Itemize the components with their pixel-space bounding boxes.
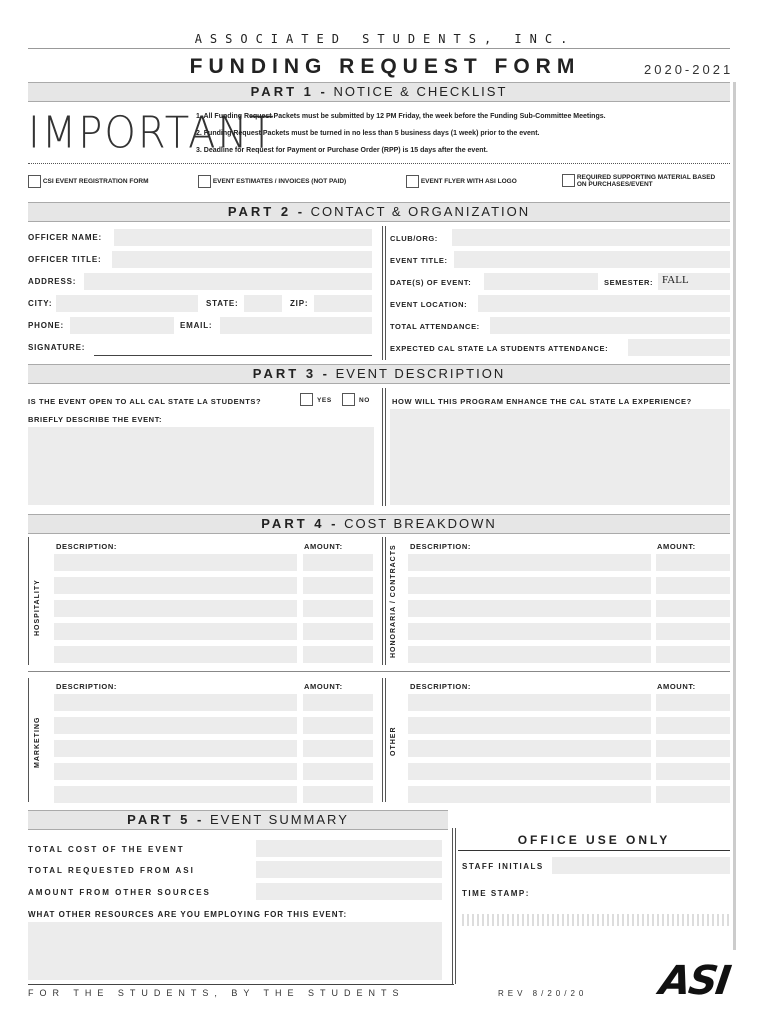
hon-desc-row[interactable] — [408, 600, 651, 617]
total-cost-field[interactable] — [256, 840, 442, 857]
oth-desc-row[interactable] — [408, 786, 651, 803]
hosp-amount-row[interactable] — [303, 554, 373, 571]
part3-header — [28, 364, 730, 384]
enhance-field[interactable] — [390, 409, 730, 505]
describe-label: BRIEFLY DESCRIBE THE EVENT: — [28, 415, 163, 424]
expected-field[interactable] — [628, 339, 730, 356]
part4-mid-rule — [28, 671, 730, 672]
total-requested-field[interactable] — [256, 861, 442, 878]
notice-2: 2. Funding Request Packets must be turned in no less than 5 business days (1 week) prior to the event. — [196, 130, 540, 137]
part2-divider — [382, 226, 383, 360]
officer-name-label: OFFICER NAME: — [28, 233, 102, 242]
part4-header — [28, 514, 730, 534]
total-requested-label: TOTAL REQUESTED FROM ASI — [28, 866, 195, 875]
dotted-divider — [28, 163, 730, 164]
hon-desc-row[interactable] — [408, 577, 651, 594]
dates-label: DATE(S) OF EVENT: — [390, 278, 472, 287]
checkbox[interactable] — [406, 175, 419, 188]
part1-name: NOTICE & CHECKLIST — [333, 84, 508, 99]
part2-name: CONTACT & ORGANIZATION — [310, 204, 531, 219]
yes-label: YES — [317, 397, 332, 404]
mkt-amount-row[interactable] — [303, 717, 373, 734]
check-estimates-label: EVENT ESTIMATES / INVOICES (NOT PAID) — [212, 178, 347, 186]
marketing-label: MARKETING — [34, 716, 41, 768]
part3-name: EVENT DESCRIPTION — [335, 366, 506, 381]
club-field[interactable] — [452, 229, 730, 246]
other-sources-label: AMOUNT FROM OTHER SOURCES — [28, 888, 211, 897]
state-field[interactable] — [244, 295, 282, 312]
checkbox[interactable] — [198, 175, 211, 188]
checkbox[interactable] — [28, 175, 41, 188]
hon-amount-row[interactable] — [656, 554, 730, 571]
oth-desc-header: DESCRIPTION: — [410, 682, 471, 691]
part5-header — [28, 810, 448, 830]
open-question: IS THE EVENT OPEN TO ALL CAL STATE LA STUDENTS? — [28, 397, 262, 406]
mkt-amount-header: AMOUNT: — [304, 682, 343, 691]
important-heading: IMPORTANT — [28, 107, 276, 159]
part5-name: EVENT SUMMARY — [209, 812, 349, 827]
mkt-desc-row[interactable] — [54, 740, 297, 757]
oth-amount-row[interactable] — [656, 763, 730, 780]
event-title-field[interactable] — [454, 251, 730, 268]
attendance-label: TOTAL ATTENDANCE: — [390, 322, 480, 331]
mkt-amount-row[interactable] — [303, 786, 373, 803]
staff-initials-label: STAFF INITIALS — [462, 862, 544, 871]
hosp-amount-row[interactable] — [303, 600, 373, 617]
club-label: CLUB/ORG: — [390, 234, 438, 243]
state-label: STATE: — [206, 299, 239, 308]
city-label: CITY: — [28, 299, 53, 308]
semester-label: SEMESTER: — [604, 278, 654, 287]
hospitality-label: HOSPITALITY — [34, 579, 41, 636]
part1-header — [28, 82, 730, 102]
event-title-label: EVENT TITLE: — [390, 256, 448, 265]
resources-label: WHAT OTHER RESOURCES ARE YOU EMPLOYING FOR THIS EVENT: — [28, 910, 348, 919]
oth-amount-header: AMOUNT: — [657, 682, 696, 691]
no-label: NO — [359, 397, 370, 404]
marketing-border — [28, 678, 29, 802]
part4-divider-lower — [382, 678, 383, 802]
check-estimates[interactable] — [198, 175, 346, 188]
yes-checkbox[interactable] — [300, 393, 313, 406]
hosp-desc-row[interactable] — [54, 623, 297, 640]
hon-desc-row[interactable] — [408, 646, 651, 663]
hosp-desc-header: DESCRIPTION: — [56, 542, 117, 551]
oth-desc-row[interactable] — [408, 740, 651, 757]
org-name: ASSOCIATED STUDENTS, INC. — [194, 32, 576, 46]
officer-title-field[interactable] — [112, 251, 372, 268]
asi-logo: ASI — [656, 958, 732, 1004]
mkt-desc-row[interactable] — [54, 694, 297, 711]
hosp-amount-row[interactable] — [303, 646, 373, 663]
oth-desc-row[interactable] — [408, 694, 651, 711]
mkt-amount-row[interactable] — [303, 763, 373, 780]
check-supporting-label: REQUIRED SUPPORTING MATERIAL BASED ON PURCHASES/EVENT — [576, 174, 716, 188]
time-stamp-label: TIME STAMP: — [462, 889, 530, 898]
hon-desc-row[interactable] — [408, 623, 651, 640]
hon-amount-row[interactable] — [656, 646, 730, 663]
email-field[interactable] — [220, 317, 372, 334]
notice-3: 3. Deadline for Request for Payment or Purchase Order (RPP) is 15 days after the event. — [196, 147, 488, 154]
footer-rev: REV 8/20/20 — [498, 989, 588, 998]
mkt-desc-row[interactable] — [54, 786, 297, 803]
oth-amount-row[interactable] — [656, 717, 730, 734]
signature-label: SIGNATURE: — [28, 343, 86, 352]
honoraria-label: HONORARIA / CONTRACTS — [390, 544, 397, 658]
mkt-amount-row[interactable] — [303, 740, 373, 757]
location-field[interactable] — [478, 295, 730, 312]
hospitality-border — [28, 537, 29, 665]
hon-desc-header: DESCRIPTION: — [410, 542, 471, 551]
attendance-field[interactable] — [490, 317, 730, 334]
phone-field[interactable] — [70, 317, 174, 334]
check-flyer[interactable] — [406, 175, 517, 188]
hosp-desc-row[interactable] — [54, 554, 297, 571]
enhance-label: HOW WILL THIS PROGRAM ENHANCE THE CAL STATE LA EXPERIENCE? — [392, 397, 692, 406]
semester-field[interactable]: FALL — [658, 273, 730, 290]
header-rule — [28, 48, 730, 49]
office-divider-2 — [455, 828, 456, 984]
office-title: OFFICE USE ONLY — [458, 829, 730, 851]
check-flyer-label: EVENT FLYER WITH ASI LOGO — [420, 178, 517, 186]
other-label: OTHER — [390, 726, 397, 756]
hosp-desc-row[interactable] — [54, 646, 297, 663]
location-label: EVENT LOCATION: — [390, 300, 468, 309]
hon-amount-row[interactable] — [656, 577, 730, 594]
hon-desc-row[interactable] — [408, 554, 651, 571]
check-csi-label: CSI EVENT REGISTRATION FORM — [42, 178, 149, 186]
form-title: FUNDING REQUEST FORM — [189, 55, 581, 78]
hon-amount-header: AMOUNT: — [657, 542, 696, 551]
hosp-amount-header: AMOUNT: — [304, 542, 343, 551]
part4-divider-2 — [385, 537, 386, 665]
hon-amount-row[interactable] — [656, 623, 730, 640]
zip-field[interactable] — [314, 295, 372, 312]
hosp-desc-row[interactable] — [54, 577, 297, 594]
footer-motto: FOR THE STUDENTS, BY THE STUDENTS — [28, 988, 405, 998]
hosp-desc-row[interactable] — [54, 600, 297, 617]
officer-name-field[interactable] — [114, 229, 372, 246]
part1-label: PART 1 - — [250, 84, 328, 99]
city-field[interactable] — [56, 295, 198, 312]
describe-field[interactable] — [28, 427, 374, 505]
form-year: 2020-2021 — [644, 62, 734, 77]
staff-initials-field[interactable] — [552, 857, 730, 874]
part5-label: PART 5 - — [127, 812, 205, 827]
part4-divider-lower-2 — [385, 678, 386, 802]
mkt-desc-header: DESCRIPTION: — [56, 682, 117, 691]
mkt-desc-row[interactable] — [54, 763, 297, 780]
hon-amount-row[interactable] — [656, 600, 730, 617]
resources-field[interactable] — [28, 922, 442, 980]
oth-desc-row[interactable] — [408, 717, 651, 734]
oth-amount-row[interactable] — [656, 694, 730, 711]
dates-field[interactable] — [484, 273, 598, 290]
oth-amount-row[interactable] — [656, 740, 730, 757]
part3-divider-2 — [385, 388, 386, 506]
part3-divider — [382, 388, 383, 506]
mkt-amount-row[interactable] — [303, 694, 373, 711]
phone-label: PHONE: — [28, 321, 64, 330]
check-supporting[interactable] — [562, 174, 719, 188]
officer-title-label: OFFICER TITLE: — [28, 255, 102, 264]
hosp-amount-row[interactable] — [303, 577, 373, 594]
mkt-desc-row[interactable] — [54, 717, 297, 734]
oth-desc-row[interactable] — [408, 763, 651, 780]
oth-amount-row[interactable] — [656, 786, 730, 803]
hosp-amount-row[interactable] — [303, 623, 373, 640]
part4-divider — [382, 537, 383, 665]
check-csi[interactable] — [28, 175, 149, 188]
time-stamp-area[interactable] — [462, 914, 730, 926]
part2-label: PART 2 - — [227, 204, 306, 219]
email-label: EMAIL: — [180, 321, 213, 330]
total-cost-label: TOTAL COST OF THE EVENT — [28, 845, 185, 854]
footer-rule — [28, 984, 454, 985]
zip-label: ZIP: — [290, 299, 309, 308]
office-divider — [452, 828, 453, 984]
address-label: ADDRESS: — [28, 277, 77, 286]
checkbox[interactable] — [562, 174, 575, 187]
other-sources-field[interactable] — [256, 883, 442, 900]
signature-line[interactable] — [94, 355, 372, 356]
no-checkbox[interactable] — [342, 393, 355, 406]
address-field[interactable] — [84, 273, 372, 290]
part4-label: PART 4 - — [261, 516, 339, 531]
notice-1: 1. All Funding Request Packets must be submitted by 12 PM Friday, the week before the Funding Sub-Committee Meetings. — [196, 113, 606, 120]
expected-label: EXPECTED CAL STATE LA STUDENTS ATTENDANCE: — [390, 344, 609, 353]
right-edge-bar — [733, 82, 736, 950]
part2-header — [28, 202, 730, 222]
part4-name: COST BREAKDOWN — [344, 516, 497, 531]
part3-label: PART 3 - — [252, 366, 331, 381]
part2-divider-2 — [385, 226, 386, 360]
